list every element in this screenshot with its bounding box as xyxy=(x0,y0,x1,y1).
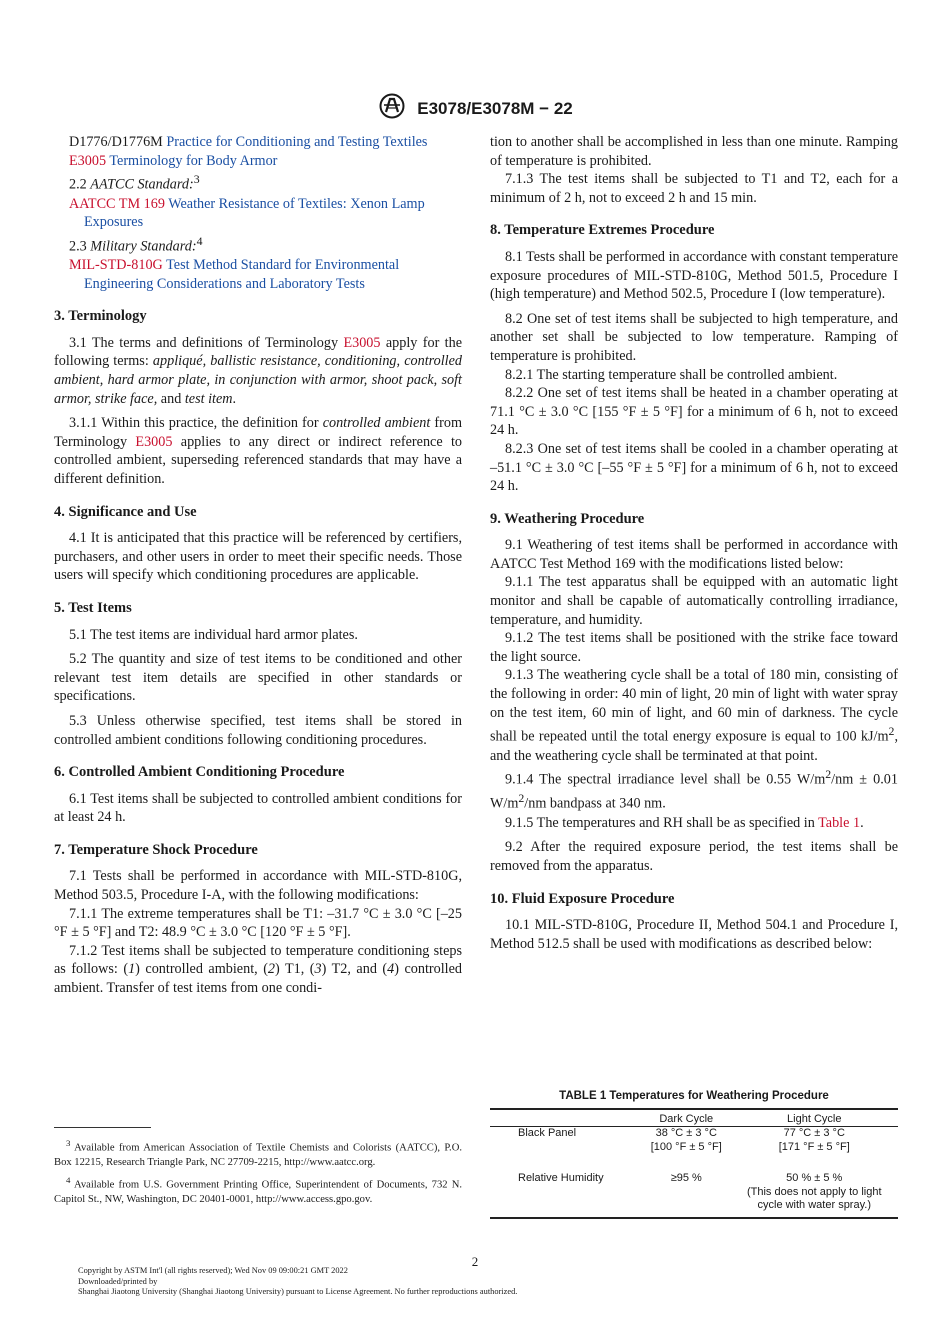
paragraph-9-1-4: 9.1.4 The spectral irradiance level shall be 0.55 $W/m^2/nm \pm 0.01$ $W/m^2/nm$ bandpass at 340 nm. xyxy=(490,767,898,813)
ref-title: Weather Resistance of Textiles: Xenon Lamp Exposures xyxy=(84,195,425,231)
paragraph-8-2-1: 8.2.1 The starting temperature shall be controlled ambient. xyxy=(505,366,838,383)
section-2-2: 2.2 AATCC Standard:$^3$ xyxy=(69,172,200,193)
light-cycle-cell: 50 % ± 5 % (This does not apply to light cycle with water spray.) xyxy=(731,1172,899,1218)
heading-fluid-exposure: 10. Fluid Exposure Procedure xyxy=(490,890,675,907)
page-number: 2 xyxy=(471,1254,479,1269)
table-header-light: Light Cycle xyxy=(731,1109,899,1127)
heading-temperature-extremes: 8. Temperature Extremes Procedure xyxy=(490,222,715,239)
paragraph-5-2: 5.2 The quantity and size of test items to be conditioned and other relevant test item details are specified in other standards or specifications. xyxy=(54,651,462,705)
dark-cycle-cell: 38 °C ± 3 °C [100 °F ± 5 °F] xyxy=(650,1127,722,1153)
paragraph-7-1-2-continued: tion to another shall be accomplished in less than one minute. Ramping of temperature is prohibited. xyxy=(490,134,898,169)
heading-test-items: 5. Test Items xyxy=(54,599,132,616)
paragraph-8-2-2: 8.2.2 One set of test items shall be heated in a chamber operating at 71.1 °C ± 3.0 °C [155 °F ± 5 °F] for a minimum of 6 h, not to exceed 24 h. xyxy=(490,385,898,439)
paragraph-3-1: 3.1 The terms and definitions of Terminology E3005 apply for the following terms: appliqué, ballistic resistance, conditioning, controlled ambient, hard armor plate, in conjunction with armor, shoot pack, soft armor, strike face, and test item. xyxy=(54,334,462,407)
paragraph-6-1: 6.1 Test items shall be subjected to controlled ambient conditions for at least 24 h. xyxy=(54,790,462,826)
heading-temperature-shock: 7. Temperature Shock Procedure xyxy=(54,841,258,858)
heading-significance: 4. Significance and Use xyxy=(54,503,197,520)
weathering-temperatures-table xyxy=(490,1108,898,1219)
paragraph-8-2-3: 8.2.3 One set of test items shall be cooled in a chamber operating at –51.1 °C ± 3.0 °C [–55 °F ± 5 °F] for a minimum of 6 h, not to exceed 24 h. xyxy=(490,440,898,495)
paragraph-7-1-3: 7.1.3 The test items shall be subjected to T1 and T2, each for a minimum of 2 h, not to exceed 2 h and 15 min. xyxy=(490,171,898,206)
reference-d1776[interactable] xyxy=(54,133,462,152)
table-row xyxy=(490,1127,898,1173)
paragraph-4-1: 4.1 It is anticipated that this practice will be referenced by certifiers, purchasers, and other users in order to meet their specific needs. Those users will specify which conditioning procedures are applicable. xyxy=(54,530,462,584)
heading-weathering: 9. Weathering Procedure xyxy=(490,510,645,527)
astm-logo-icon xyxy=(377,93,407,124)
ref-code: AATCC TM 169 xyxy=(69,195,165,212)
heading-controlled-ambient: 6. Controlled Ambient Conditioning Procedure xyxy=(54,764,345,781)
reference-mil-std-810g[interactable] xyxy=(54,256,462,293)
paragraph-5-3: 5.3 Unless otherwise specified, test items shall be stored in controlled ambient conditions following conditioning procedures. xyxy=(54,712,462,748)
page-header xyxy=(0,93,950,124)
ref-title: Practice for Conditioning and Testing Textiles xyxy=(166,134,428,150)
paragraph-10-1: 10.1 MIL-STD-810G, Procedure II, Method 504.1 and Procedure I, Method 512.5 shall be used with modifications as described below: xyxy=(490,917,898,952)
paragraph-8-2: 8.2 One set of test items shall be subjected to high temperature, and another set shall be subjected to low temperature. Ramping of temperature is prohibited. xyxy=(490,310,898,364)
copyright-notice: Copyright by ASTM Int'l (all rights reserved); Wed Nov 09 09:00:21 GMT 2022 Downloaded/printed by Shanghai Jiaotong University (Shanghai Jiaotong University) pursuant to License Agreement. No further reproductions authorized. xyxy=(78,1266,518,1296)
left-column xyxy=(54,133,462,998)
standard-designation: E3078/E3078M − 22 xyxy=(417,98,573,118)
footnotes xyxy=(54,1136,462,1209)
footnote-4: $^4$ Available from U.S. Government Printing Office, Superintendent of Documents, 732 N. Capitol St., NW, Washington, DC 20401-0001, http://www.access.gpo.gov. xyxy=(54,1174,462,1205)
table-1 xyxy=(490,1090,898,1219)
ref-title: Terminology for Body Armor xyxy=(109,152,278,169)
paragraph-7-1: 7.1 Tests shall be performed in accordance with MIL-STD-810G, Method 503.5, Procedure I-A, with the following modifications: xyxy=(54,868,462,904)
paragraph-9-1-2: 9.1.2 The test items shall be positioned with the strike face toward the light source. xyxy=(490,630,898,665)
link-e3005[interactable]: E3005 xyxy=(343,334,381,351)
paragraph-9-1: 9.1 Weathering of test items shall be performed in accordance with AATCC Test Method 169 with the modifications listed below: xyxy=(490,537,898,572)
paragraph-7-1-2: 7.1.2 Test items shall be subjected to temperature conditioning steps as follows: (1) controlled ambient, (2) T1, (3) T2, and (4) controlled ambient. Transfer of test items from one condi- xyxy=(54,942,463,997)
link-e3005[interactable]: E3005 xyxy=(135,433,173,450)
paragraph-9-1-5: 9.1.5 The temperatures and RH shall be as specified in Table 1. xyxy=(505,814,864,831)
table-header-dark: Dark Cycle xyxy=(642,1109,731,1127)
paragraph-3-1-1: 3.1.1 Within this practice, the definition for controlled ambient from Terminology E3005 applies to any direct or indirect reference to controlled ambient, superseding referenced standards that may have a different definition. xyxy=(54,415,462,487)
paragraph-9-2: 9.2 After the required exposure period, the test items shall be removed from the apparatus. xyxy=(490,839,898,874)
table-header-empty xyxy=(490,1109,642,1127)
link-table-1[interactable]: Table 1 xyxy=(818,814,861,831)
reference-e3005[interactable] xyxy=(54,152,462,171)
right-column xyxy=(490,133,898,953)
paragraph-7-1-1: 7.1.1 The extreme temperatures shall be T1: –31.7 °C ± 3.0 °C [–25 °F ± 5 °F] and T2: 48.9 °C ± 3.0 °C [120 °F ± 5 °F]. xyxy=(54,905,462,941)
table-caption: TABLE 1 Temperatures for Weathering Procedure xyxy=(559,1090,829,1102)
reference-aatcc-169[interactable] xyxy=(54,195,462,232)
ref-code: MIL-STD-810G xyxy=(69,257,163,274)
ref-title: Test Method Standard for Environmental Engineering Considerations and Laboratory Tests xyxy=(84,257,400,292)
dark-cycle-cell: ≥95 % xyxy=(642,1172,731,1218)
ref-code: D1776/D1776M xyxy=(69,134,163,150)
ref-code: E3005 xyxy=(69,152,107,169)
row-label: Black Panel xyxy=(518,1127,577,1139)
table-header-row xyxy=(490,1109,898,1127)
heading-terminology: 3. Terminology xyxy=(54,308,147,325)
row-label: Relative Humidity xyxy=(490,1172,642,1218)
light-cycle-cell: 77 °C ± 3 °C [171 °F ± 5 °F] xyxy=(778,1127,850,1153)
table-row xyxy=(490,1172,898,1218)
paragraph-9-1-3: 9.1.3 The weathering cycle shall be a total of 180 min, consisting of the following in order: 40 min of light, 20 min of light with water spray on the test item, 60 min of light, and 60 min of darkness. The cycle shall be repeated until the total energy exposure is equal to 100 $kJ/m^2$, and the weathering cycle shall be terminated at that point. xyxy=(490,667,898,764)
footnote-3: $^3$ Available from American Association of Textile Chemists and Colorists (AATCC), P.O. Box 12215, Research Triangle Park, NC 27709-2215, http://www.aatcc.org. xyxy=(54,1138,462,1169)
paragraph-8-1: 8.1 Tests shall be performed in accordance with constant temperature exposure procedures of MIL-STD-810G, Method 501.5, Procedure I (high temperature) and Method 502.5, Procedure I (low temperature). xyxy=(490,248,898,303)
paragraph-9-1-1: 9.1.1 The test apparatus shall be equipped with an automatic light monitor and shall be capable of automatically controlling irradiance, temperature, and humidity. xyxy=(490,574,898,628)
paragraph-5-1: 5.1 The test items are individual hard armor plates. xyxy=(69,626,358,643)
footnote-rule xyxy=(54,1127,151,1128)
section-2-3: 2.3 Military Standard:$^4$ xyxy=(69,233,203,255)
